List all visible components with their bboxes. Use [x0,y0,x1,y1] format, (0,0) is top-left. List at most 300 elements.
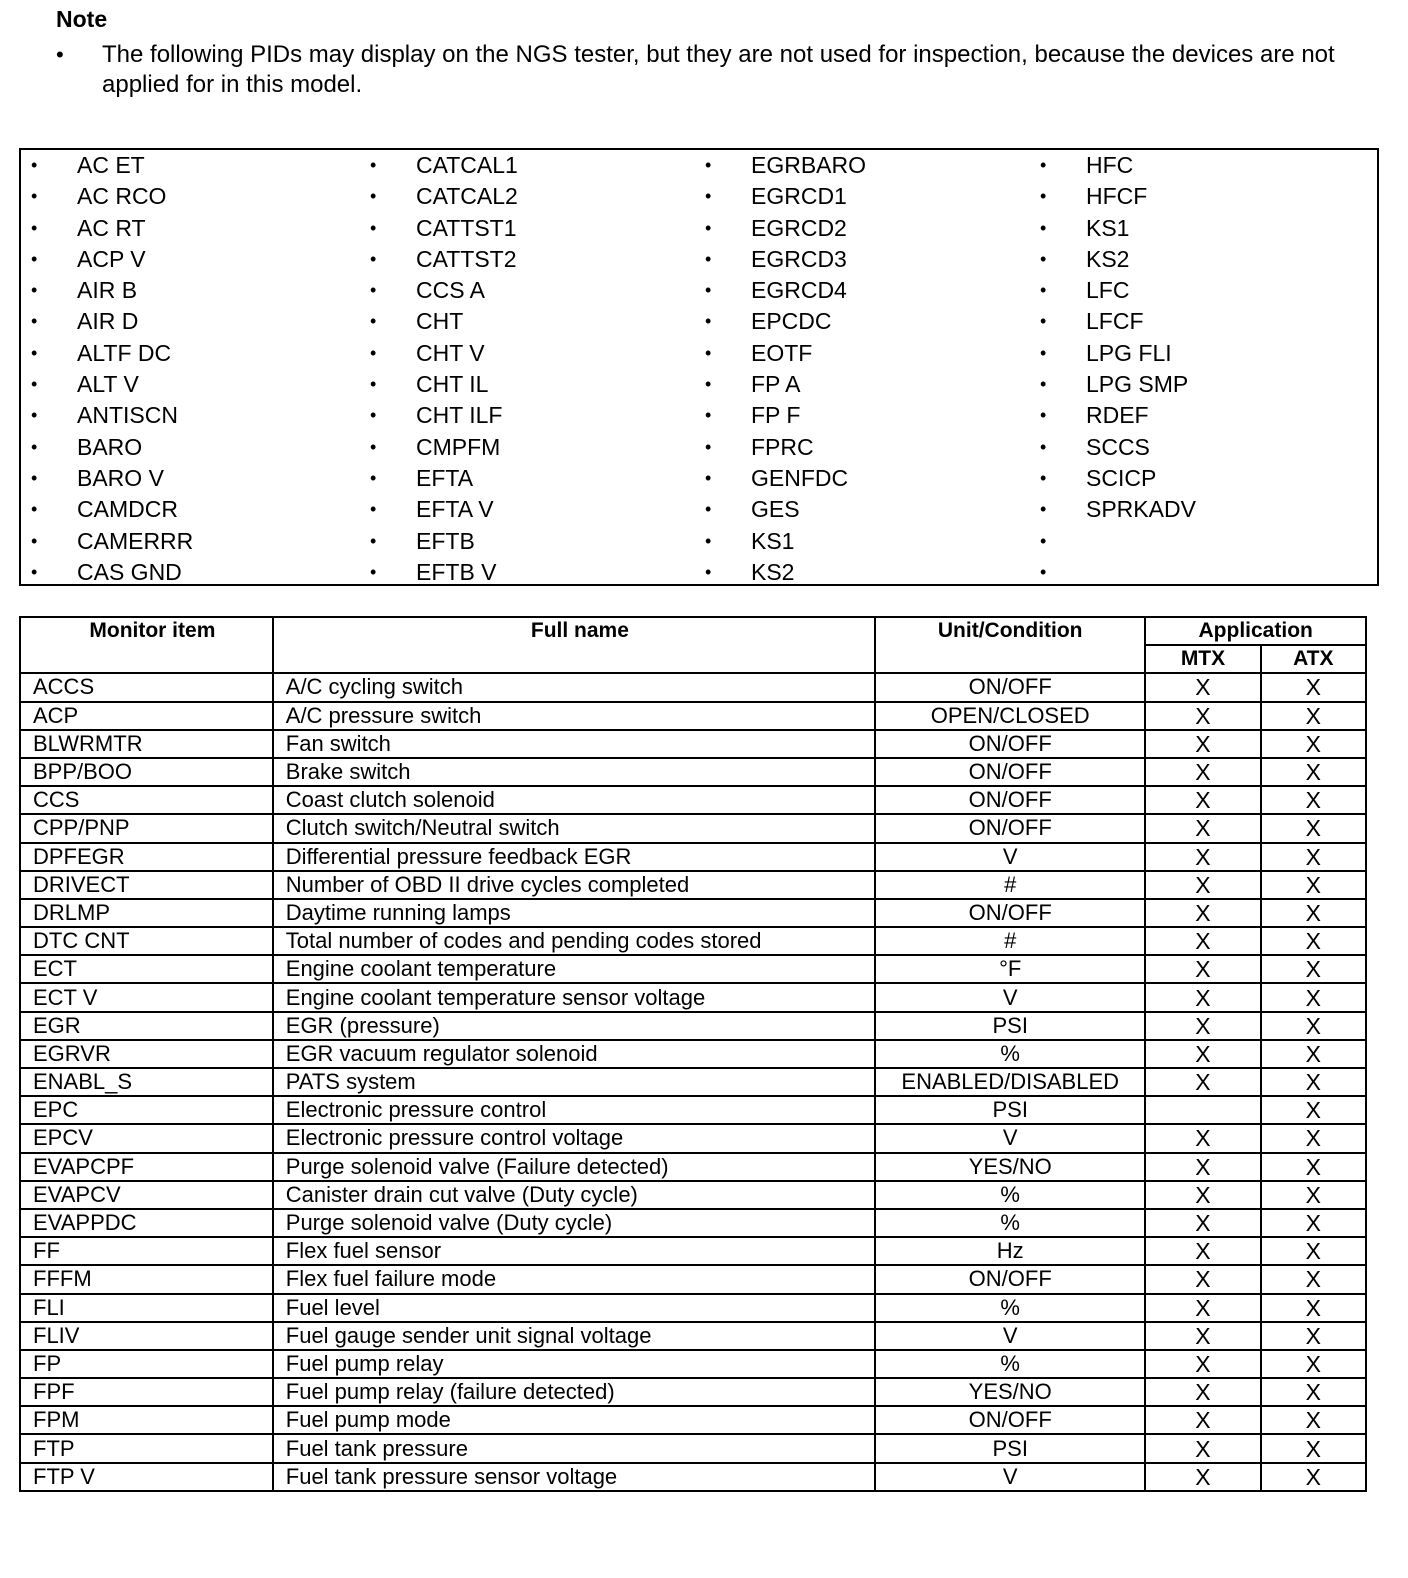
bullet-icon: • [705,405,712,426]
pid-label: EGRCD2 [751,214,847,241]
cell-full-name: Clutch switch/Neutral switch [273,814,875,842]
cell-full-name: Canister drain cut valve (Duty cycle) [273,1181,875,1209]
bullet-icon: • [1040,499,1047,520]
pid-column [31,150,351,588]
cell-full-name: Flex fuel sensor [273,1237,875,1265]
cell-atx: X [1261,1068,1366,1096]
cell-monitor-item: FP [20,1350,273,1378]
cell-monitor-item: EVAPCV [20,1181,273,1209]
pid-label: EFTB [416,527,475,554]
cell-monitor-item: CCS [20,786,273,814]
pid-list-item [31,244,351,275]
pid-column [705,150,1025,588]
cell-unit: PSI [875,1012,1145,1040]
cell-monitor-item: ECT [20,955,273,983]
cell-mtx: X [1145,955,1260,983]
cell-mtx: X [1145,814,1260,842]
cell-full-name: Engine coolant temperature sensor voltage [273,983,875,1011]
cell-full-name: Coast clutch solenoid [273,786,875,814]
pid-list-item [705,181,1025,212]
pid-list-item [1040,369,1360,400]
cell-mtx: X [1145,1434,1260,1462]
pid-list-item [1040,494,1360,525]
cell-monitor-item: FTP [20,1434,273,1462]
pid-list-item [31,400,351,431]
table-row [20,1265,1366,1293]
cell-monitor-item: CPP/PNP [20,814,273,842]
cell-atx: X [1261,1012,1366,1040]
cell-mtx: X [1145,1265,1260,1293]
pid-label: KS1 [1086,214,1130,241]
bullet-icon: • [370,499,377,520]
bullet-icon: • [31,436,38,457]
pid-list-item [1040,306,1360,337]
cell-atx: X [1261,1434,1366,1462]
pid-list-item [705,244,1025,275]
cell-monitor-item: EPCV [20,1124,273,1152]
table-row [20,1237,1366,1265]
pid-label: AIR D [77,308,139,335]
bullet-icon: • [370,280,377,301]
pid-list-item [1040,432,1360,463]
bullet-icon: • [1040,342,1047,363]
cell-monitor-item: DTC CNT [20,927,273,955]
cell-unit: % [875,1040,1145,1068]
header-monitor-item: Monitor item [20,617,273,673]
pid-label: ACP V [77,245,146,272]
pid-label: SPRKADV [1086,496,1196,523]
note-bullet-icon: • [56,42,64,67]
table-row [20,955,1366,983]
cell-full-name: Number of OBD II drive cycles completed [273,871,875,899]
pid-list-item [31,494,351,525]
bullet-icon: • [370,561,377,582]
cell-monitor-item: DRLMP [20,899,273,927]
cell-atx: X [1261,673,1366,701]
bullet-icon: • [1040,467,1047,488]
cell-monitor-item: ACCS [20,673,273,701]
cell-unit: PSI [875,1096,1145,1124]
pid-label: RDEF [1086,402,1149,429]
cell-atx: X [1261,1322,1366,1350]
bullet-icon: • [31,561,38,582]
bullet-icon: • [1040,217,1047,238]
pid-list-item [370,557,690,588]
cell-unit: # [875,871,1145,899]
bullet-icon: • [705,499,712,520]
bullet-icon: • [31,248,38,269]
table-row [20,673,1366,701]
cell-mtx: X [1145,1350,1260,1378]
pid-list-item [31,432,351,463]
cell-atx: X [1261,1096,1366,1124]
cell-full-name: Fuel pump relay [273,1350,875,1378]
pid-label: CATTST2 [416,245,517,272]
pid-column [1040,150,1360,588]
cell-full-name: EGR vacuum regulator solenoid [273,1040,875,1068]
cell-monitor-item: EGRVR [20,1040,273,1068]
table-row [20,1068,1366,1096]
cell-mtx: X [1145,871,1260,899]
bullet-icon: • [1040,155,1047,175]
pid-list-item [31,557,351,588]
pid-label: GES [751,496,800,523]
cell-monitor-item: DPFEGR [20,843,273,871]
pid-list-item [31,369,351,400]
cell-full-name: Total number of codes and pending codes stored [273,927,875,955]
cell-monitor-item: ENABL_S [20,1068,273,1096]
cell-monitor-item: FLIV [20,1322,273,1350]
cell-atx: X [1261,786,1366,814]
cell-mtx: X [1145,927,1260,955]
cell-full-name: Fuel tank pressure sensor voltage [273,1463,875,1491]
bullet-icon: • [370,311,377,332]
pid-list-item [370,494,690,525]
bullet-icon: • [1040,530,1047,551]
pid-list-item [705,150,1025,181]
pid-list-item [370,244,690,275]
pid-label: CATCAL2 [416,183,518,210]
table-row [20,1294,1366,1322]
pid-list-item [1040,463,1360,494]
bullet-icon: • [705,436,712,457]
bullet-icon: • [370,405,377,426]
table-row [20,1463,1366,1491]
pid-list-item [705,526,1025,557]
bullet-icon: • [705,374,712,395]
bullet-icon: • [31,467,38,488]
cell-unit: ON/OFF [875,730,1145,758]
bullet-icon: • [1040,405,1047,426]
cell-unit: ON/OFF [875,899,1145,927]
cell-atx: X [1261,814,1366,842]
cell-mtx: X [1145,1068,1260,1096]
cell-atx: X [1261,927,1366,955]
pid-list-item [31,306,351,337]
pid-label: AC ET [77,152,145,178]
cell-mtx: X [1145,1012,1260,1040]
pid-label: CAMERRR [77,527,194,554]
table-row [20,758,1366,786]
cell-monitor-item: FFFM [20,1265,273,1293]
pid-list-item [705,557,1025,588]
cell-unit: ON/OFF [875,758,1145,786]
table-row [20,1322,1366,1350]
bullet-icon: • [705,186,712,207]
cell-mtx: X [1145,786,1260,814]
pid-list-item [370,306,690,337]
pid-label: EFTA [416,464,474,491]
table-row [20,730,1366,758]
bullet-icon: • [705,530,712,551]
cell-full-name: Daytime running lamps [273,899,875,927]
pid-list-item [705,463,1025,494]
header-mtx: MTX [1145,645,1260,673]
pid-label: CATCAL1 [416,152,518,178]
cell-monitor-item: FLI [20,1294,273,1322]
pid-label: KS1 [751,527,795,554]
cell-mtx: X [1145,1040,1260,1068]
cell-atx: X [1261,1350,1366,1378]
bullet-icon: • [31,342,38,363]
bullet-icon: • [31,311,38,332]
pid-list-item [370,400,690,431]
cell-full-name: Fuel tank pressure [273,1434,875,1462]
cell-unit: % [875,1181,1145,1209]
pid-label: FP F [751,402,801,429]
pid-label: CCS A [416,277,486,304]
pid-list-item [1040,526,1360,557]
table-row [20,871,1366,899]
bullet-icon: • [705,217,712,238]
note-text: The following PIDs may display on the NGS tester, but they are not used for inspection, because the devices are not applied for in this model. [102,41,1335,98]
cell-atx: X [1261,1181,1366,1209]
pid-list-item [1040,338,1360,369]
pid-list-item [31,150,351,181]
cell-mtx: X [1145,730,1260,758]
cell-unit: # [875,927,1145,955]
cell-mtx: X [1145,673,1260,701]
bullet-icon: • [1040,561,1047,582]
pid-list-item [370,338,690,369]
pid-list-item [705,432,1025,463]
pid-list-item [1040,557,1360,588]
table-row [20,1378,1366,1406]
pid-list-item [31,275,351,306]
bullet-icon: • [31,530,38,551]
pid-label: EGRBARO [751,152,867,178]
header-unit-condition: Unit/Condition [875,617,1145,673]
cell-atx: X [1261,899,1366,927]
cell-full-name: Fuel gauge sender unit signal voltage [273,1322,875,1350]
cell-mtx: X [1145,1378,1260,1406]
table-row [20,1406,1366,1434]
cell-mtx: X [1145,843,1260,871]
bullet-icon: • [1040,374,1047,395]
cell-unit: ON/OFF [875,1406,1145,1434]
table-row [20,1153,1366,1181]
pid-list-item [705,338,1025,369]
bullet-icon: • [31,374,38,395]
bullet-icon: • [370,217,377,238]
cell-full-name: Fuel level [273,1294,875,1322]
pid-list-item [705,306,1025,337]
cell-mtx: X [1145,1209,1260,1237]
cell-atx: X [1261,1040,1366,1068]
cell-unit: % [875,1294,1145,1322]
cell-atx: X [1261,758,1366,786]
pid-column [370,150,690,588]
bullet-icon: • [370,530,377,551]
bullet-icon: • [1040,311,1047,332]
cell-full-name: Brake switch [273,758,875,786]
pid-list-item [370,275,690,306]
bullet-icon: • [370,342,377,363]
bullet-icon: • [705,467,712,488]
cell-full-name: EGR (pressure) [273,1012,875,1040]
cell-atx: X [1261,843,1366,871]
cell-unit: ON/OFF [875,673,1145,701]
pid-label: FP A [751,371,801,398]
pid-list-item [1040,181,1360,212]
pid-label: CATTST1 [416,214,517,241]
bullet-icon: • [31,155,38,175]
pid-label: AIR B [77,277,138,304]
bullet-icon: • [370,186,377,207]
pid-label: EGRCD3 [751,245,847,272]
bullet-icon: • [705,248,712,269]
table-row [20,983,1366,1011]
pid-list-item [1040,244,1360,275]
bullet-icon: • [1040,436,1047,457]
pid-label: KS2 [1086,245,1130,272]
cell-mtx: X [1145,758,1260,786]
cell-monitor-item: DRIVECT [20,871,273,899]
cell-atx: X [1261,1153,1366,1181]
cell-monitor-item: ACP [20,702,273,730]
cell-unit: V [875,983,1145,1011]
cell-atx: X [1261,1406,1366,1434]
pid-label: ALT V [77,371,139,398]
pid-label: FPRC [751,433,814,460]
cell-unit: YES/NO [875,1153,1145,1181]
cell-unit: °F [875,955,1145,983]
table-row [20,1350,1366,1378]
cell-mtx: X [1145,983,1260,1011]
cell-full-name: Flex fuel failure mode [273,1265,875,1293]
cell-atx: X [1261,1265,1366,1293]
header-full-name: Full name [273,617,875,673]
cell-full-name: Purge solenoid valve (Failure detected) [273,1153,875,1181]
cell-unit: ON/OFF [875,1265,1145,1293]
cell-full-name: A/C cycling switch [273,673,875,701]
pid-label: EGRCD1 [751,183,847,210]
cell-full-name: Electronic pressure control [273,1096,875,1124]
bullet-icon: • [1040,248,1047,269]
bullet-icon: • [31,217,38,238]
table-row [20,899,1366,927]
pid-label: CHT [416,308,464,335]
monitor-table [19,616,1367,1492]
table-row [20,1181,1366,1209]
pid-label: LFCF [1086,308,1144,335]
pid-label: BARO [77,433,143,460]
pid-label: EOTF [751,339,813,366]
bullet-icon: • [370,248,377,269]
cell-mtx: X [1145,1153,1260,1181]
pid-label: LPG FLI [1086,339,1172,366]
bullet-icon: • [370,155,377,175]
pid-label: CMPFM [416,433,501,460]
cell-monitor-item: FF [20,1237,273,1265]
bullet-icon: • [1040,186,1047,207]
pid-label: LPG SMP [1086,371,1189,398]
bullet-icon: • [370,436,377,457]
cell-unit: V [875,1124,1145,1152]
pid-list-item [31,181,351,212]
cell-full-name: Differential pressure feedback EGR [273,843,875,871]
pid-label: EFTB V [416,558,497,585]
pid-label: GENFDC [751,464,849,491]
cell-atx: X [1261,1463,1366,1491]
pid-label: EGRCD4 [751,277,847,304]
pid-label: SCCS [1086,433,1150,460]
cell-monitor-item: EVAPPDC [20,1209,273,1237]
cell-mtx [1145,1096,1260,1124]
pid-list-item [705,369,1025,400]
pid-label: KS2 [751,558,795,585]
cell-monitor-item: EPC [20,1096,273,1124]
cell-atx: X [1261,871,1366,899]
pid-label: HFC [1086,152,1134,178]
header-atx: ATX [1261,645,1366,673]
cell-full-name: Fan switch [273,730,875,758]
pid-label: CHT IL [416,371,489,398]
table-row [20,1124,1366,1152]
cell-full-name: A/C pressure switch [273,702,875,730]
cell-atx: X [1261,1378,1366,1406]
pid-list-item [31,463,351,494]
bullet-icon: • [31,405,38,426]
cell-monitor-item: FTP V [20,1463,273,1491]
cell-atx: X [1261,1237,1366,1265]
cell-monitor-item: FPM [20,1406,273,1434]
cell-full-name: Electronic pressure control voltage [273,1124,875,1152]
bullet-icon: • [31,499,38,520]
table-row [20,786,1366,814]
cell-monitor-item: BPP/BOO [20,758,273,786]
cell-full-name: PATS system [273,1068,875,1096]
cell-atx: X [1261,983,1366,1011]
cell-unit: V [875,843,1145,871]
table-row [20,1096,1366,1124]
cell-unit: OPEN/CLOSED [875,702,1145,730]
pid-label: HFCF [1086,183,1148,210]
pid-list-item [1040,213,1360,244]
bullet-icon: • [1040,280,1047,301]
cell-full-name: Engine coolant temperature [273,955,875,983]
bullet-icon: • [370,467,377,488]
bullet-icon: • [370,374,377,395]
pid-label: AC RT [77,214,146,241]
table-row [20,814,1366,842]
table-row [20,843,1366,871]
pid-list-item [370,526,690,557]
cell-atx: X [1261,1294,1366,1322]
cell-atx: X [1261,1124,1366,1152]
table-row [20,927,1366,955]
cell-mtx: X [1145,1463,1260,1491]
cell-unit: % [875,1209,1145,1237]
cell-mtx: X [1145,1181,1260,1209]
bullet-icon: • [705,561,712,582]
cell-mtx: X [1145,1237,1260,1265]
cell-mtx: X [1145,1294,1260,1322]
pid-list-item [370,463,690,494]
cell-full-name: Fuel pump relay (failure detected) [273,1378,875,1406]
cell-monitor-item: FPF [20,1378,273,1406]
pid-list-item [1040,150,1360,181]
cell-unit: PSI [875,1434,1145,1462]
pid-list-item [705,213,1025,244]
cell-monitor-item: BLWRMTR [20,730,273,758]
table-row [20,702,1366,730]
pid-label: EPCDC [751,308,832,335]
table-row [20,1012,1366,1040]
cell-unit: ENABLED/DISABLED [875,1068,1145,1096]
pid-list-item [705,275,1025,306]
cell-monitor-item: EGR [20,1012,273,1040]
